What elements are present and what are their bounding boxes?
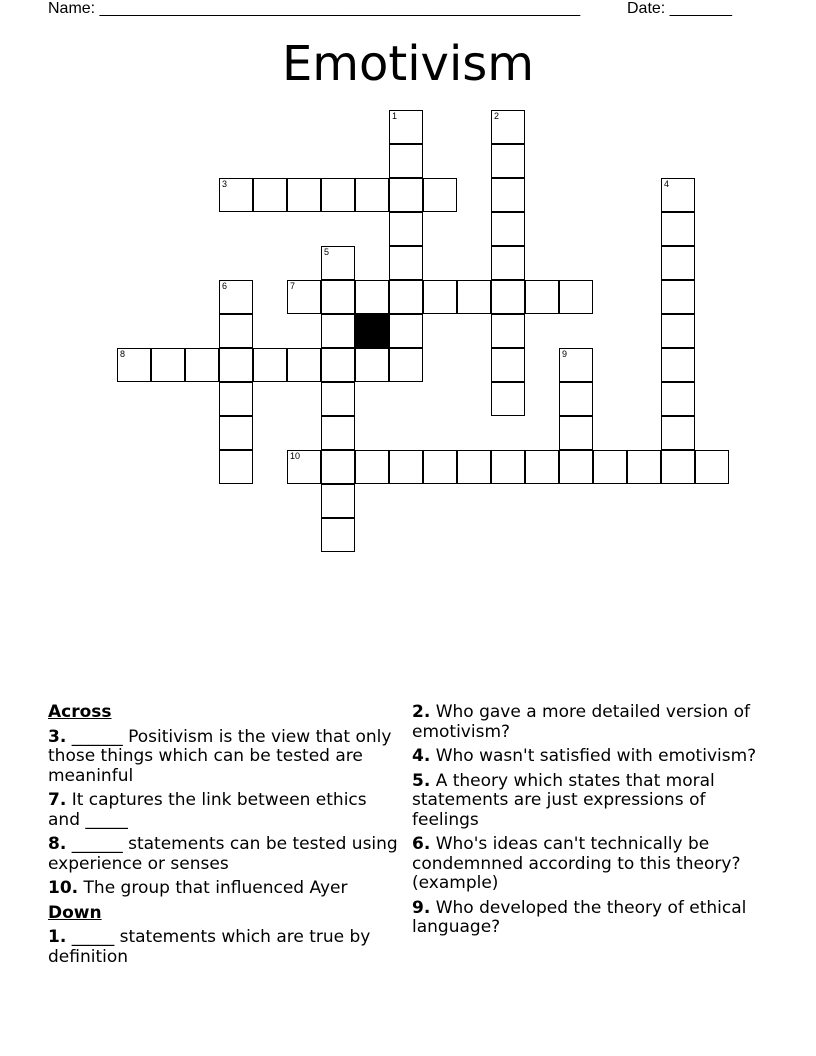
grid-cell[interactable] — [423, 450, 457, 484]
grid-cell[interactable] — [457, 280, 491, 314]
grid-cell[interactable] — [491, 110, 525, 144]
clues-right-column — [412, 703, 762, 943]
grid-cell[interactable] — [321, 382, 355, 416]
grid-cell[interactable] — [321, 484, 355, 518]
clue-number-label: 5 — [324, 247, 330, 257]
grid-cell[interactable] — [389, 144, 423, 178]
grid-cell[interactable] — [287, 280, 321, 314]
clue-number-label: 10 — [290, 451, 301, 461]
grid-cell[interactable] — [559, 280, 593, 314]
clue-text: Who's ideas can't technically be condemnned according to this theory? (example) — [412, 834, 741, 893]
grid-cell[interactable] — [287, 178, 321, 212]
grid-cell[interactable] — [219, 450, 253, 484]
grid-cell[interactable] — [661, 280, 695, 314]
clue-number-label: 9 — [562, 349, 568, 359]
grid-cell[interactable] — [321, 416, 355, 450]
grid-cell[interactable] — [389, 110, 423, 144]
grid-cell[interactable] — [253, 178, 287, 212]
grid-cell[interactable] — [491, 382, 525, 416]
grid-cell[interactable] — [287, 348, 321, 382]
grid-cell[interactable] — [389, 178, 423, 212]
grid-cell[interactable] — [389, 212, 423, 246]
clue-number: 1. — [48, 927, 67, 947]
clue-text: The group that influenced Ayer — [83, 878, 348, 898]
grid-cell[interactable] — [389, 280, 423, 314]
grid-cell[interactable] — [355, 348, 389, 382]
grid-cell[interactable] — [219, 348, 253, 382]
clue-number: 7. — [48, 790, 67, 810]
grid-cell[interactable] — [321, 280, 355, 314]
clue-number: 10. — [48, 878, 79, 898]
page-title: Emotivism — [281, 36, 535, 92]
grid-cell[interactable] — [321, 450, 355, 484]
grid-cell[interactable] — [661, 212, 695, 246]
clue-text: Who wasn't satisfied with emotivism? — [435, 746, 757, 766]
clue-number-label: 7 — [290, 281, 296, 291]
grid-cell[interactable] — [491, 280, 525, 314]
grid-cell[interactable] — [661, 382, 695, 416]
name-field[interactable]: Name: ______________________________________________________ — [48, 0, 581, 17]
grid-cell[interactable] — [389, 314, 423, 348]
grid-cell[interactable] — [457, 450, 491, 484]
clue-across-3 — [48, 728, 398, 787]
clue-down-2 — [412, 703, 762, 742]
grid-cell[interactable] — [185, 348, 219, 382]
grid-cell[interactable] — [423, 280, 457, 314]
grid-cell[interactable] — [491, 348, 525, 382]
grid-cell[interactable] — [525, 450, 559, 484]
clue-text: It captures the link between ethics and _____ — [48, 790, 367, 830]
clue-down-9 — [412, 899, 762, 938]
down-heading: Down — [48, 902, 102, 923]
grid-cell[interactable] — [253, 348, 287, 382]
clue-number-label: 8 — [120, 349, 126, 359]
grid-cell[interactable] — [491, 178, 525, 212]
clue-number: 5. — [412, 770, 431, 791]
across-heading: Across — [48, 702, 112, 722]
shaded-cell — [355, 314, 389, 348]
grid-cell[interactable] — [321, 348, 355, 382]
grid-cell[interactable] — [661, 416, 695, 450]
clue-text: ______ Positivism is the view that only those things which can be tested are meaninful — [48, 726, 392, 786]
clue-number-label: 1 — [392, 111, 398, 121]
clue-text: ______ statements can be tested using experience or senses — [48, 834, 398, 874]
grid-cell[interactable] — [219, 178, 253, 212]
clue-text: Who gave a more detailed version of emotivism? — [412, 702, 750, 742]
grid-cell[interactable] — [389, 246, 423, 280]
clues-left-column — [48, 703, 398, 972]
clue-text: A theory which states that moral statements are just expressions of feelings — [412, 770, 715, 830]
grid-cell[interactable] — [661, 246, 695, 280]
grid-cell[interactable] — [559, 450, 593, 484]
grid-cell[interactable] — [287, 450, 321, 484]
clue-down-1 — [48, 928, 398, 967]
grid-cell[interactable] — [321, 178, 355, 212]
grid-cell[interactable] — [321, 518, 355, 552]
clue-across-7 — [48, 791, 398, 830]
grid-cell[interactable] — [219, 280, 253, 314]
clue-number: 8. — [48, 834, 67, 854]
grid-cell[interactable] — [491, 246, 525, 280]
clue-number-label: 4 — [664, 179, 670, 189]
grid-cell[interactable] — [389, 348, 423, 382]
clue-down-4 — [412, 747, 762, 767]
grid-cell[interactable] — [219, 382, 253, 416]
grid-cell[interactable] — [219, 416, 253, 450]
grid-cell[interactable] — [661, 178, 695, 212]
clue-number: 2. — [412, 702, 431, 722]
grid-cell[interactable] — [321, 314, 355, 348]
grid-cell[interactable] — [321, 246, 355, 280]
clue-text: _____ statements which are true by definition — [48, 927, 371, 967]
grid-cell[interactable] — [627, 450, 661, 484]
grid-cell[interactable] — [661, 450, 695, 484]
grid-cell[interactable] — [559, 416, 593, 450]
clue-number: 3. — [48, 726, 67, 747]
grid-cell[interactable] — [661, 348, 695, 382]
grid-cell[interactable] — [117, 348, 151, 382]
grid-cell[interactable] — [559, 382, 593, 416]
grid-cell[interactable] — [491, 212, 525, 246]
grid-cell[interactable] — [423, 178, 457, 212]
clue-down-6 — [412, 835, 762, 894]
clue-number: 4. — [412, 746, 431, 766]
grid-cell[interactable] — [491, 314, 525, 348]
clue-across-10 — [48, 879, 398, 899]
clue-down-5 — [412, 772, 762, 831]
grid-cell[interactable] — [219, 314, 253, 348]
grid-cell[interactable] — [695, 450, 729, 484]
grid-cell[interactable] — [151, 348, 185, 382]
clue-number-label: 2 — [494, 111, 500, 121]
clue-number-label: 3 — [222, 179, 228, 189]
clue-number: 9. — [412, 897, 431, 918]
grid-cell[interactable] — [389, 450, 423, 484]
grid-cell[interactable] — [491, 144, 525, 178]
clue-number: 6. — [412, 834, 431, 854]
clue-number-label: 6 — [222, 281, 228, 291]
clue-text: Who developed the theory of ethical language? — [412, 897, 747, 937]
grid-cell[interactable] — [593, 450, 627, 484]
grid-cell[interactable] — [355, 178, 389, 212]
grid-cell[interactable] — [661, 314, 695, 348]
clue-across-8 — [48, 835, 398, 874]
grid-cell[interactable] — [525, 280, 559, 314]
grid-cell[interactable] — [355, 280, 389, 314]
grid-cell[interactable] — [491, 450, 525, 484]
grid-cell[interactable] — [355, 450, 389, 484]
date-field[interactable]: Date: _______ — [627, 0, 732, 17]
grid-cell[interactable] — [559, 348, 593, 382]
